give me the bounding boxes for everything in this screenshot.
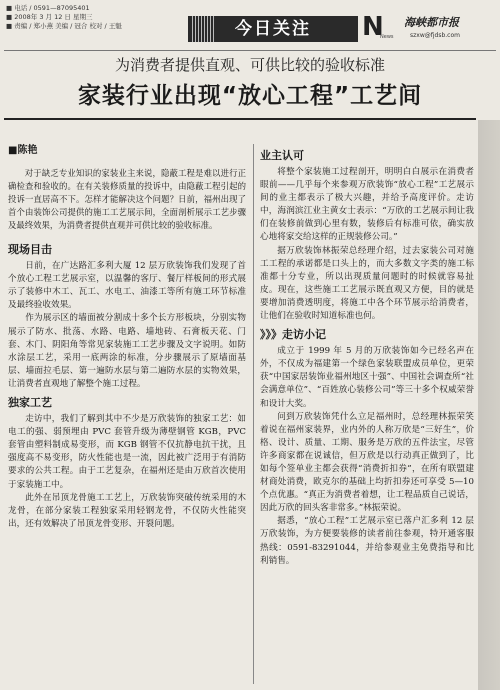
- title-divider: [4, 118, 476, 120]
- paragraph: 作为展示区的墙面被分割成十多个长方形板块，分别实物展示了防水、批荡、水路、电路、墙地砖、石膏板天花、门套、木门、阴阳角等常见家装施工工艺步骤及文字说明。如防水涂层工艺，采用一底两涂的标准，分步骤展示了原墙面基层、墙面拉毛层、第一遍防水层与第二遍防水层的实物效果，让消费者直观地了解整个施工过程。: [8, 313, 246, 389]
- left-column: [8, 144, 246, 531]
- paper-masthead: [362, 12, 496, 46]
- section-heading: 独家工艺: [8, 396, 52, 410]
- section-heading: 现场目击: [8, 243, 52, 257]
- lead-paragraph: [8, 167, 246, 232]
- lead-text: 对于缺乏专业知识的家装业主来说，隐蔽工程是难以进行正确检查和验收的。在有关装修质量的投诉中，由隐蔽工程引起的投诉一直居高不下。怎样才能解决这个问题？日前，福州出现了首个由装饰公司提供的施工工艺展示间，全面剖析展示工艺步骤及最终效果，为消费者提供直观并可供比较的验收标准。: [8, 168, 246, 231]
- banner-stripes: [192, 16, 214, 42]
- page-edge: [478, 120, 500, 690]
- header-divider: [4, 50, 496, 51]
- paragraph: 据万欣装饰林振荣总经理介绍，过去家装公司对施工工程的承诺都是口头上的，而大多数文字类的施工标准都十分专业，所以出现质量问题时的时候就容易扯皮。现在，这些施工工艺展示既直观又方便，目的就是要增加消费透明度，将施工中各个环节展示给消费者，让他们在验收时知道标准也何。: [260, 245, 474, 322]
- paragraph: 日前，在广达路汇多利大厦 12 层万欣装饰我们发现了首个放心工程工艺展示室，以温馨的客厅、餐厅样板间的形式展示了装修中木工、瓦工、水电工、油漆工等所有施工环节标准及最终验收效果。: [8, 261, 246, 311]
- right-column: [260, 144, 474, 568]
- header-meta: [6, 4, 186, 31]
- paragraph: 将整个家装施工过程剖开，明明白白展示在消费者眼前——几乎每个来参观万欣装饰“放心工程”工艺展示间的业主都表示了极大兴趣，并给予高度评价。走访中，海润滨江业主黄女士表示：“万欣的工艺展示间让我们在装修前做到心里有数，装修后有标准可依，确实放心地将家交给这样的正规装修公司。”: [260, 167, 474, 243]
- header-editor: ■ 责编 / 郑小燕 美编 / 冠合 校对 / 王魁: [6, 22, 122, 30]
- paper-name: 海峡都市报: [404, 16, 459, 29]
- n-logo-icon: N: [362, 12, 384, 42]
- header-phone: ■ 电话 / 0591—87095401: [6, 4, 90, 12]
- paper-email: szxw@fjdsb.com: [410, 32, 460, 39]
- article-subtitle: 为消费者提供直观、可供比较的验收标准: [114, 56, 385, 74]
- paragraph: 问到万欣装饰凭什么立足福州时，总经理林振荣笑着说在福州家装界，业内外的人称万欣是“三好生”，价格、设计、质量、工期、服务是万欣的五件法宝，尽管许多商家都在说诚信，但万欣是以行动真正做到了，比如每个签单业主都会获得“消费折扣券”，在所有联盟建材商处消费，欧克尔的基础上均折扣券还可享受 5—10 个点优惠。“真正为消费者着想，让工程品质自己说话，因此万欣的回头客非常多。”林振荣说。: [260, 411, 474, 514]
- paragraph: 此外在吊顶龙骨施工工艺上，万欣装饰突破传统采用的木龙骨，在部分家装工程独家采用轻钢龙骨，不仅防火性能突出，还有效解决了吊顶龙骨变形、开裂问题。: [8, 492, 246, 529]
- paragraph: 走访中，我们了解到其中不少是万欣装饰的独家工艺：如电工的强、弱预埋由 PVC 套管升级为薄壁钢管 KGB，PVC 套管由塑料制成易变形，而 KGB 钢管不仅抗静电抗干扰，且强度高不易变形，防火性能也是一流，因此被广泛用于有消防要求的公共工程。由于工艺复杂，在福州还是由万欣首次使用于家装施工中。: [8, 414, 246, 490]
- section-title: 今日关注: [235, 19, 311, 39]
- paragraph: 成立于 1999 年 5 月的万欣装饰如今已经名声在外，不仅成为福建第一个绿色家装联盟成员单位，更荣获“中国家居装饰业福州地区十强”、中国社会调查所“社会满意单位”、“百姓放心装修公司”等三十多个权威荣誉和设计大奖。: [260, 346, 474, 409]
- paragraph: 据悉，“放心工程”工艺展示室已落户汇多利 12 层万欣装饰，为方便要装修的读者前往参观，特开通客服热线：0591-83291044，并给参观业主免费指导和比利销售。: [260, 516, 474, 566]
- section-banner: [188, 16, 358, 42]
- news-label: News: [380, 34, 394, 40]
- byline: ■陈艳: [8, 145, 38, 156]
- section-heading: 业主认可: [260, 149, 304, 162]
- header-date: ■ 2008年 3 月 12 日 星期三: [6, 13, 93, 21]
- section-heading: 》》》走访小记: [260, 328, 326, 342]
- article-headline: 家装行业出现“放心工程”工艺间: [77, 83, 423, 109]
- column-divider: [253, 144, 254, 684]
